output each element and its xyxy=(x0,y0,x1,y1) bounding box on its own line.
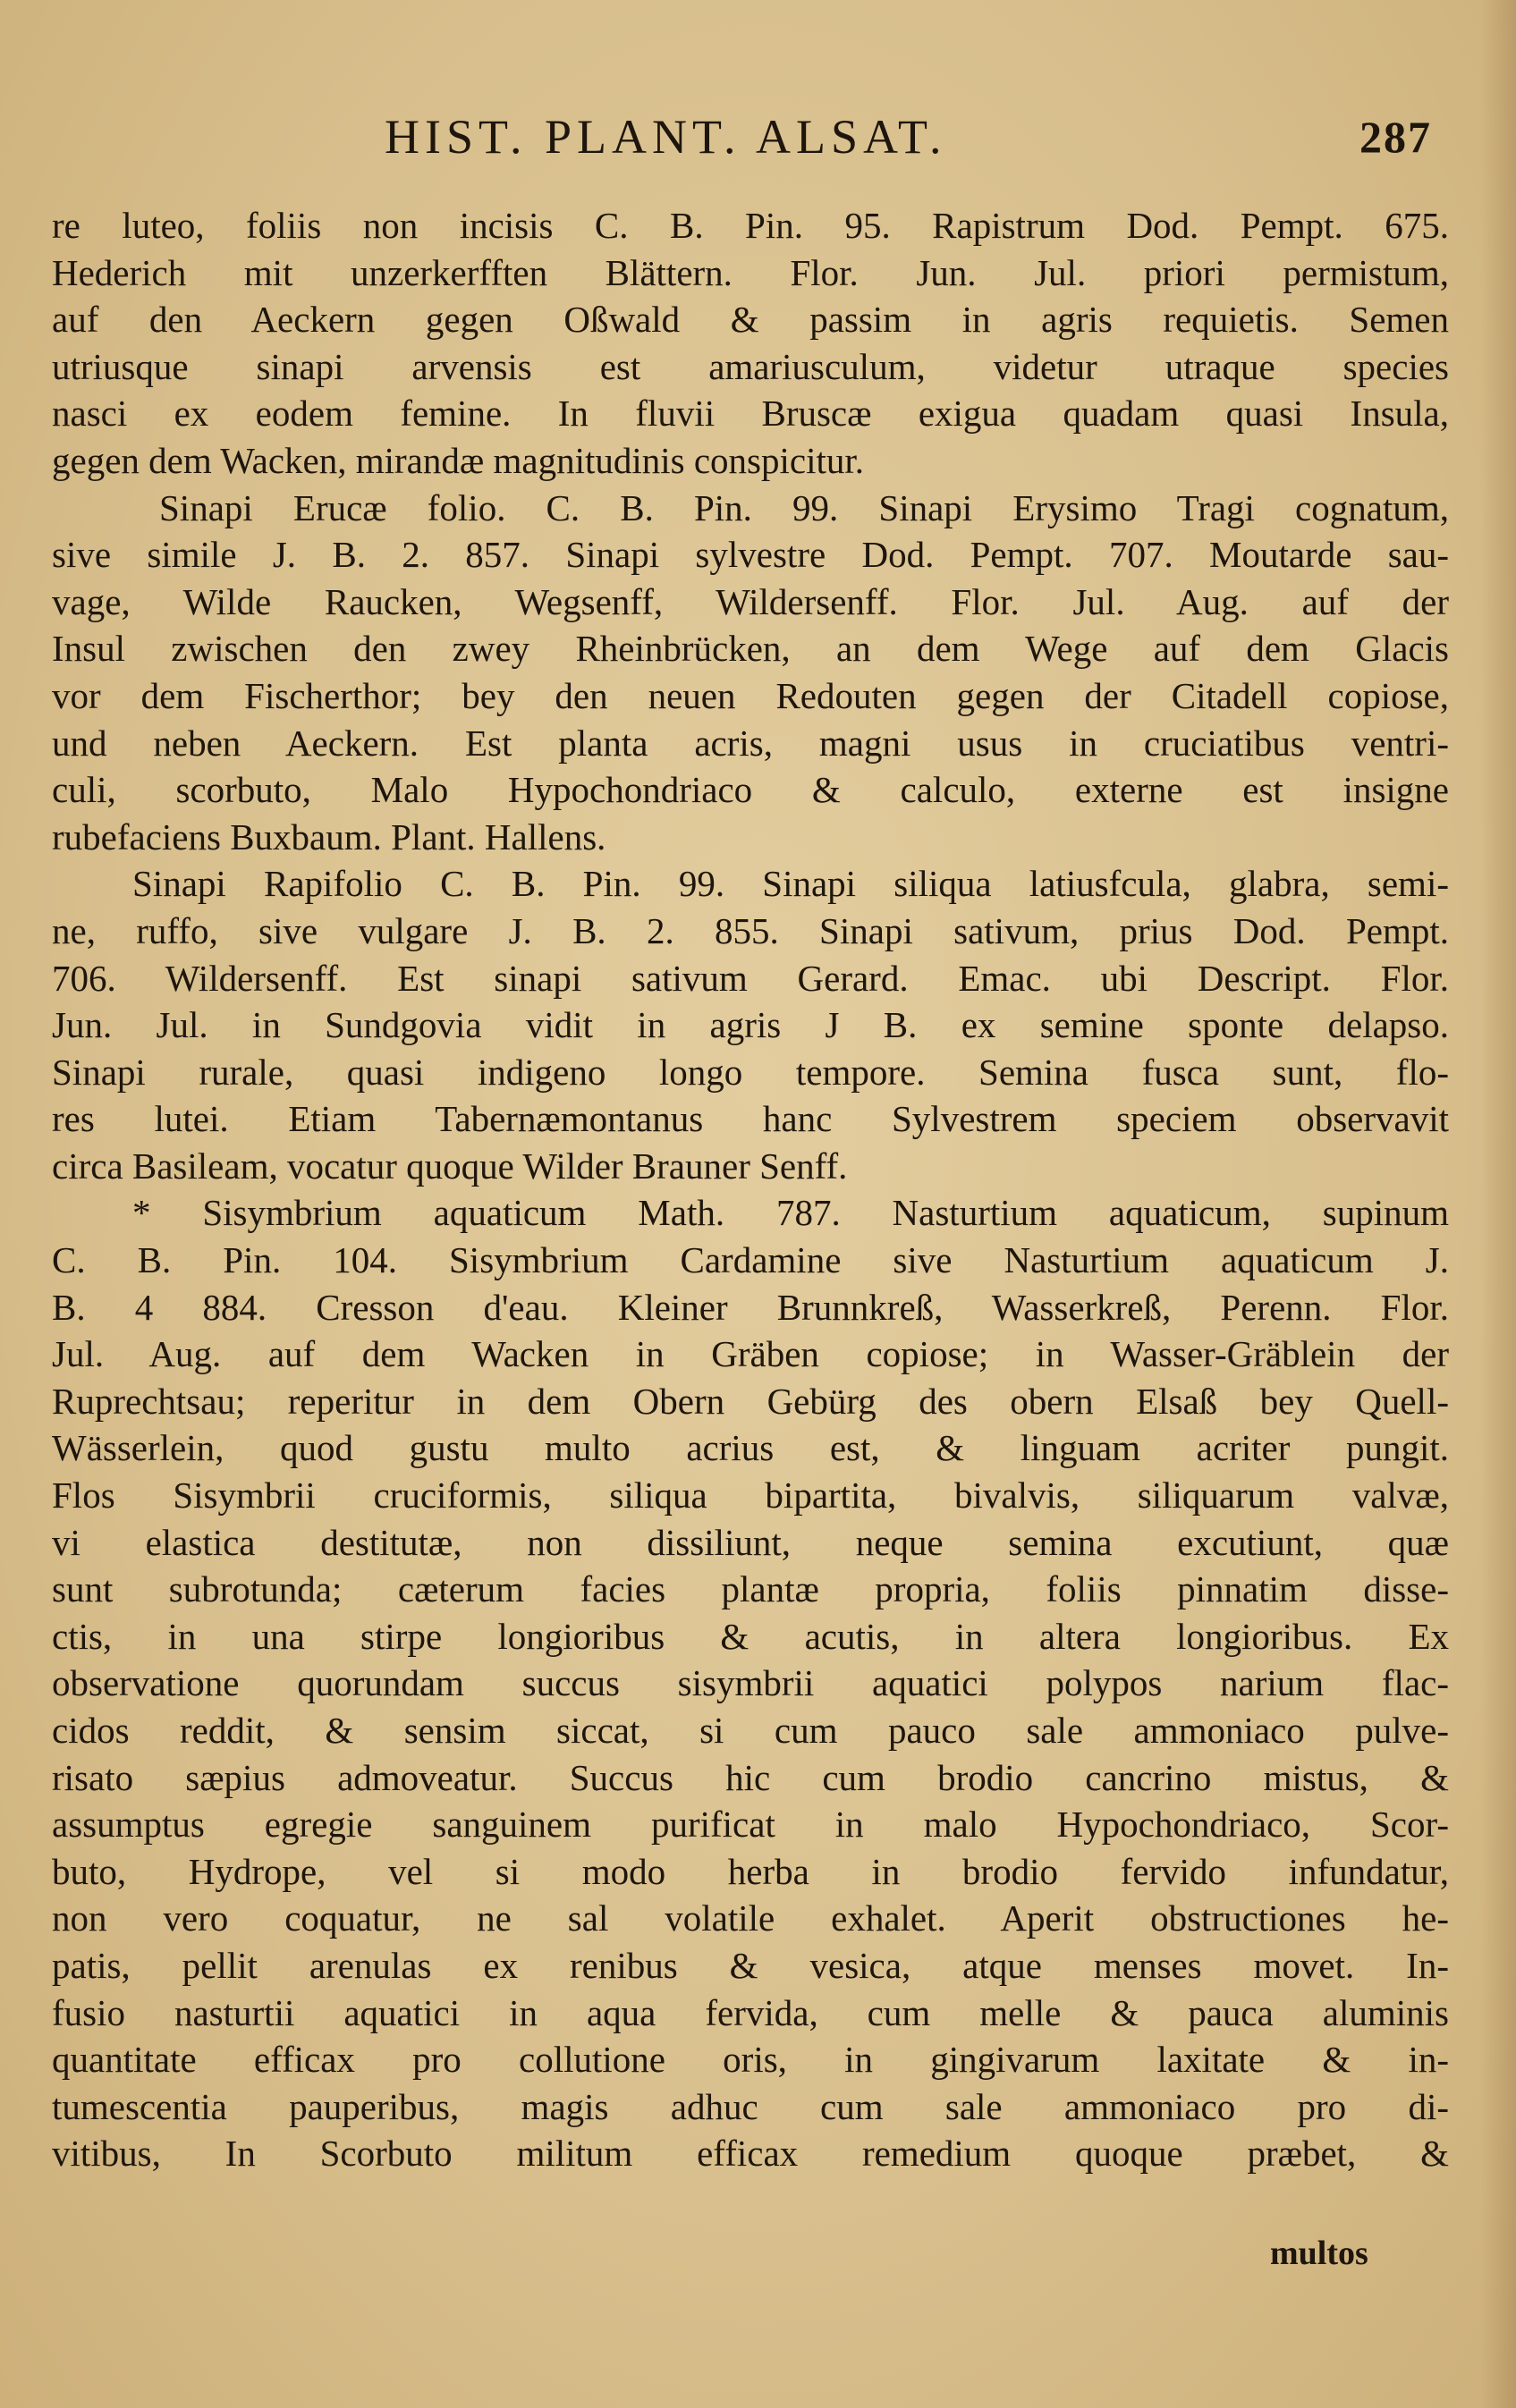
text-line: res lutei. Etiam Tabernæmontanus hanc Sylvestrem speciem observavit xyxy=(52,1098,1449,1140)
page-number: 287 xyxy=(1359,112,1432,162)
text-line: Hederich mit unzerkerfften Blättern. Flor. Jun. Jul. priori permistum, xyxy=(52,251,1449,293)
text-line: Sinapi Erucæ folio. C. B. Pin. 99. Sinapi Erysimo Tragi cognatum, xyxy=(159,486,1449,528)
text-line: observatione quorundam succus sisymbrii aquatici polypos narium flac- xyxy=(52,1662,1449,1704)
text-line: quantitate efficax pro collutione oris, in gingivarum laxitate & in- xyxy=(52,2039,1449,2081)
page-header xyxy=(0,109,1516,172)
text-line: tumescentia pauperibus, magis adhuc cum sale ammoniaco pro di- xyxy=(52,2085,1449,2127)
text-line: gegen dem Wacken, mirandæ magnitudinis conspicitur. xyxy=(52,439,865,481)
text-line: Jul. Aug. auf dem Wacken in Gräben copiose; in Wasser-Gräblein der xyxy=(52,1333,1449,1375)
text-line: B. 4 884. Cresson d'eau. Kleiner Brunnkreß, Wasserkreß, Perenn. Flor. xyxy=(52,1286,1449,1328)
text-line: * Sisymbrium aquaticum Math. 787. Nasturtium aquaticum, supinum xyxy=(132,1192,1449,1234)
text-line: rubefaciens Buxbaum. Plant. Hallens. xyxy=(52,815,606,858)
text-line: Jun. Jul. in Sundgovia vidit in agris J B. ex semine sponte delapso. xyxy=(52,1004,1449,1046)
text-line: Ruprechtsau; reperitur in dem Obern Gebürg des obern Elsaß bey Quell- xyxy=(52,1380,1449,1422)
text-line: vor dem Fischerthor; bey den neuen Redouten gegen der Citadell copiose, xyxy=(52,674,1449,716)
text-line: vi elastica destitutæ, non dissiliunt, neque semina excutiunt, quæ xyxy=(52,1521,1449,1563)
text-line: sunt subrotunda; cæterum facies plantæ propria, foliis pinnatim disse- xyxy=(52,1568,1449,1610)
text-line: Wässerlein, quod gustu multo acrius est, & linguam acriter pungit. xyxy=(52,1427,1449,1469)
text-line: Insul zwischen den zwey Rheinbrücken, an dem Wege auf dem Glacis xyxy=(52,628,1449,670)
page-edge-shadow xyxy=(1480,0,1516,2408)
text-line: ctis, in una stirpe longioribus & acutis, in altera longioribus. Ex xyxy=(52,1615,1449,1657)
text-line: Sinapi Rapifolio C. B. Pin. 99. Sinapi siliqua latiusfcula, glabra, semi- xyxy=(132,863,1449,905)
text-line: utriusque sinapi arvensis est amariusculum, videtur utraque species xyxy=(52,345,1449,387)
text-line: risato sæpius admoveatur. Succus hic cum brodio cancrino mistus, & xyxy=(52,1756,1449,1798)
text-line: culi, scorbuto, Malo Hypochondriaco & calculo, externe est insigne xyxy=(52,769,1449,811)
text-line: buto, Hydrope, vel si modo herba in brodio fervido infundatur, xyxy=(52,1850,1449,1892)
text-line: vage, Wilde Raucken, Wegsenff, Wildersenff. Flor. Jul. Aug. auf der xyxy=(52,580,1449,622)
text-line: re luteo, foliis non incisis C. B. Pin. 95. Rapistrum Dod. Pempt. 675. xyxy=(52,205,1449,246)
text-line: auf den Aeckern gegen Oßwald & passim in agris requietis. Semen xyxy=(52,299,1449,341)
text-line: 706. Wildersenff. Est sinapi sativum Gerard. Emac. ubi Descript. Flor. xyxy=(52,957,1449,999)
text-line: vitibus, In Scorbuto militum efficax remedium quoque præbet, & xyxy=(52,2133,1449,2175)
text-line: und neben Aeckern. Est planta acris, magni usus in cruciatibus ventri- xyxy=(52,722,1449,764)
body-text xyxy=(52,202,1449,2177)
text-line: nasci ex eodem femine. In fluvii Bruscæ exigua quadam quasi Insula, xyxy=(52,393,1449,435)
running-title: HIST. PLANT. ALSAT. xyxy=(385,110,947,164)
text-line: sive simile J. B. 2. 857. Sinapi sylvestre Dod. Pempt. 707. Moutarde sau- xyxy=(52,534,1449,576)
text-line: Sinapi rurale, quasi indigeno longo tempore. Semina fusca sunt, flo- xyxy=(52,1051,1449,1093)
text-line: assumptus egregie sanguinem purificat in malo Hypochondriaco, Scor- xyxy=(52,1804,1449,1846)
catchword: multos xyxy=(1270,2235,1368,2272)
text-line: C. B. Pin. 104. Sisymbrium Cardamine sive Nasturtium aquaticum J. xyxy=(52,1239,1449,1281)
text-line: cidos reddit, & sensim siccat, si cum pauco sale ammoniaco pulve- xyxy=(52,1710,1449,1751)
text-line: non vero coquatur, ne sal volatile exhalet. Aperit obstructiones he- xyxy=(52,1897,1449,1939)
text-line: ne, ruffo, sive vulgare J. B. 2. 855. Sinapi sativum, prius Dod. Pempt. xyxy=(52,909,1449,951)
text-line: fusio nasturtii aquatici in aqua fervida, cum melle & pauca aluminis xyxy=(52,1991,1449,2033)
text-line: circa Basileam, vocatur quoque Wilder Brauner Senff. xyxy=(52,1145,848,1187)
text-line: Flos Sisymbrii cruciformis, siliqua bipartita, bivalvis, siliquarum valvæ, xyxy=(52,1474,1449,1517)
text-line: patis, pellit arenulas ex renibus & vesica, atque menses movet. In- xyxy=(52,1944,1449,1986)
